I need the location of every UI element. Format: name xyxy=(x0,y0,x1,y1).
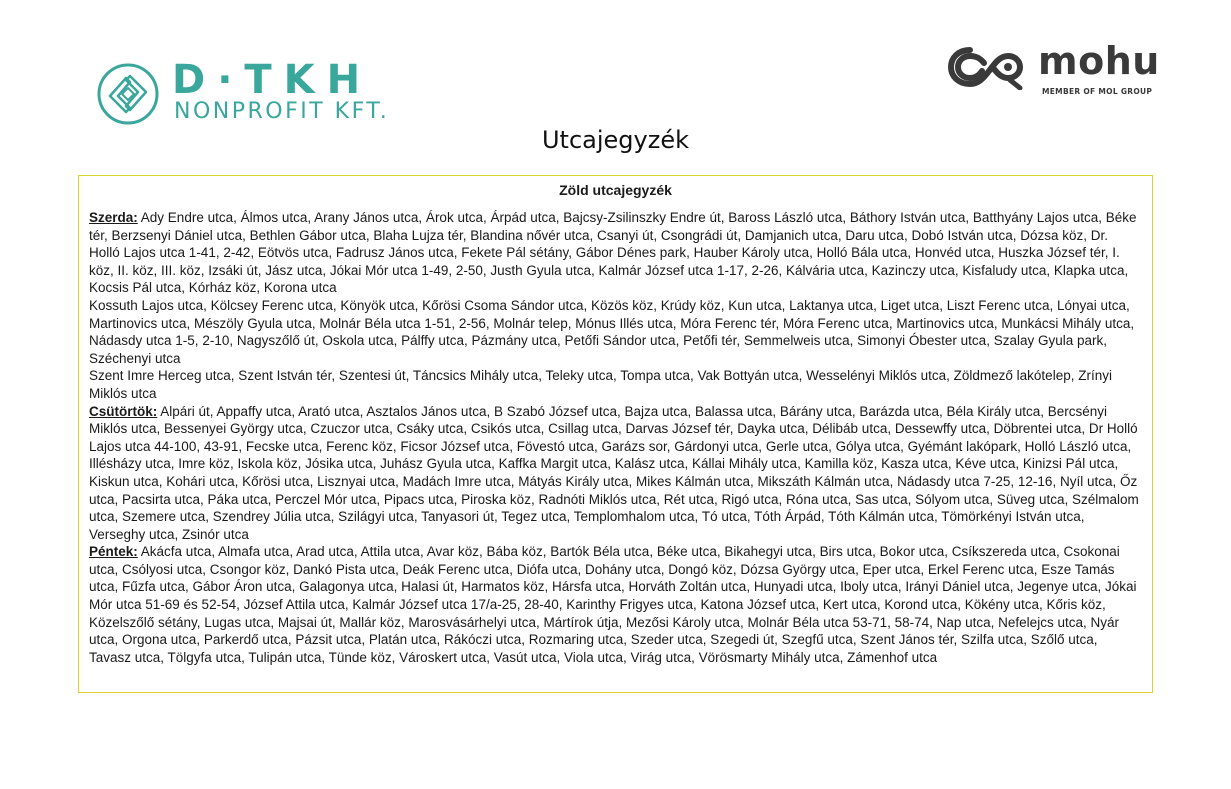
wednesday-paragraph-3: Szent Imre Herceg utca, Szent István tér, Szentesi út, Táncsics Mihály utca, Teleky utca, Tompa utca, Vak Bottyán utca, Wesselényi Miklós utca, Zöldmező lakótelep, Zrínyi Miklós utca xyxy=(89,368,1112,401)
dtkh-logo xyxy=(96,57,390,130)
mohu-logo-name: mohu xyxy=(1038,39,1160,83)
thursday-label: Csütörtök: xyxy=(89,403,158,419)
wednesday-label: Szerda: xyxy=(89,210,138,225)
dtkh-logo-icon xyxy=(96,62,160,126)
dtkh-logo-title: D·TKH xyxy=(172,57,373,103)
thursday-paragraph xyxy=(89,403,1142,544)
thursday-streets: Alpári út, Appaffy utca, Arató utca, Asztalos János utca, B Szabó József utca, Bajza utca, Balassa utca, Bárány utca, Barázda utca, Béla Király utca, Bercsényi Miklós utca, Bessenyei György utca, Czuczor utca, Csáky utca, Csikós utca, Csillag utca, Darvas József tér, Dayka utca, Délibáb utca, Dessewffy utca, Döbrentei utca, Dr Holló Lajos utca 44-100, 43-91, Fecske utca, Ferenc köz, Ficsor József utca, Fövestó utca, Garázs sor, Gárdonyi utca, Gerle utca, Gólya utca, Gyémánt lakópark, Holló László utca, Illésházy utca, Imre köz, Iskola köz, Jósika utca, Juhász Gyula utca, Kaffka Margit utca, Kalász utca, Kállai Mihály utca, Kamilla köz, Kasza utca, Kéve utca, Kinizsi Pál utca, Kiskun utca, Kohári utca, Kőrösi utca, Lisznyai utca, Madách Imre utca, Mátyás Király utca, Mikes Kálmán utca, Mikszáth Kálmán utca, Nádasdy utca 7-25, 12-16, Nyíl utca, Őz utca, Pacsirta utca, Páka utca, Perczel Mór utca, Pipacs utca, Piroska köz, Radnóti Miklós utca, Rét utca, Rigó utca, Róna utca, Sas utca, Sólyom utca, Süveg utca, Szélmalom utca, Szemere utca, Szendrey Júlia utca, Szilágyi utca, Tanyasori út, Tegez utca, Templomhalom utca, Tó utca, Tóth Árpád, Tóth Kálmán utca, Tömörkényi István utca, Verseghy utca, Zsinór utca xyxy=(89,403,1139,542)
wednesday-paragraph-2: Kossuth Lajos utca, Kölcsey Ferenc utca, Könyök utca, Kőrösi Csoma Sándor utca, Közös köz, Krúdy köz, Kun utca, Laktanya utca, Liget utca, Liszt Ferenc utca, Lónyai utca, Martinovics utca, Mészöly Gyula utca, Molnár Béla utca 1-51, 2-56, Molnár telep, Mónus Illés utca, Móra Ferenc tér, Móra Ferenc utca, Martinovics utca, Munkácsi Mihály utca, Nádasdy utca 1-5, 2-10, Nagyszőlő út, Oskola utca, Pálffy utca, Pázmány utca, Petőfi Sándor utca, Petőfi tér, Semmelweis utca, Simonyi Óbester utca, Szalay Gyula park, Széchenyi utca xyxy=(89,297,1135,366)
mohu-logo-icon xyxy=(948,44,1030,90)
wednesday-paragraph xyxy=(89,209,1142,297)
friday-label: Péntek: xyxy=(89,544,138,560)
mohu-logo-tagline: MEMBER OF MOL GROUP xyxy=(1042,87,1153,96)
friday-streets: Akácfa utca, Almafa utca, Arad utca, Attila utca, Avar köz, Bába köz, Bartók Béla utca, Béke utca, Bikahegyi utca, Birs utca, Bokor utca, Csíkszereda utca, Csokonai utca, Csólyosi utca, Csongor köz, Dankó Pista utca, Deák Ferenc utca, Diófa utca, Dohány utca, Dongó köz, Dózsa György utca, Eper utca, Erkel Ferenc utca, Esze Tamás utca, Fűzfa utca, Gábor Áron utca, Galagonya utca, Halasi út, Harmatos köz, Hársfa utca, Horváth Zoltán utca, Hunyadi utca, Iboly utca, Irányi Dániel utca, Jegenye utca, Jókai Mór utca 51-69 és 52-54, József Attila utca, Kalmár József utca 17/a-25, 28-40, Karinthy Frigyes utca, Katona József utca, Kert utca, Korond utca, Kökény utca, Kőris köz, Közelszőlő sétány, Lugas utca, Majsai út, Mallár köz, Marosvásárhelyi utca, Mártírok útja, Mezősi Károly utca, Molnár Béla utca 53-71, 58-74, Nap utca, Nefelejcs utca, Nyár utca, Orgona utca, Parkerdő utca, Pázsit utca, Platán utca, Rákóczi utca, Rozmaring utca, Szeder utca, Szegedi út, Szegfű utca, Szent János tér, Szilfa utca, Szőlő utca, Tavasz utca, Tölgyfa utca, Tulipán utca, Tünde köz, Városkert utca, Vasút utca, Viola utca, Virág utca, Vörösmarty Mihály utca, Zámenhof utca xyxy=(89,544,1137,665)
street-list-box xyxy=(78,175,1153,693)
dtkh-logo-subtitle: NONPROFIT KFT. xyxy=(174,99,390,124)
friday-paragraph xyxy=(89,543,1142,666)
page-title: Utcajegyzék xyxy=(541,126,689,154)
mohu-logo xyxy=(948,39,1160,100)
section-heading: Zöld utcajegyzék xyxy=(559,182,672,198)
wednesday-streets: Ady Endre utca, Álmos utca, Arany János utca, Árok utca, Árpád utca, Bajcsy-Zsilinszky Endre út, Baross László utca, Báthory István utca, Batthyány Lajos utca, Béke tér, Berzsenyi Dániel utca, Bethlen Gábor utca, Blaha Lujza tér, Blandina nővér utca, Csanyi út, Csongrádi út, Damjanich utca, Daru utca, Dobó István utca, Dózsa köz, Dr. Holló Lajos utca 1-41, 2-42, Eötvös utca, Fadrusz János utca, Fekete Pál sétány, Gábor Dénes park, Hauber Károly utca, Holló Bála utca, Honvéd utca, Huszka József tér, I. köz, II. köz, III. köz, Izsáki út, Jász utca, Jókai Mór utca 1-49, 2-50, Justh Gyula utca, Kalmár József utca 1-17, 2-26, Kálvária utca, Kazinczy utca, Kisfaludy utca, Klapka utca, Kocsis Pál utca, Kórház köz, Korona utca xyxy=(89,210,1137,296)
